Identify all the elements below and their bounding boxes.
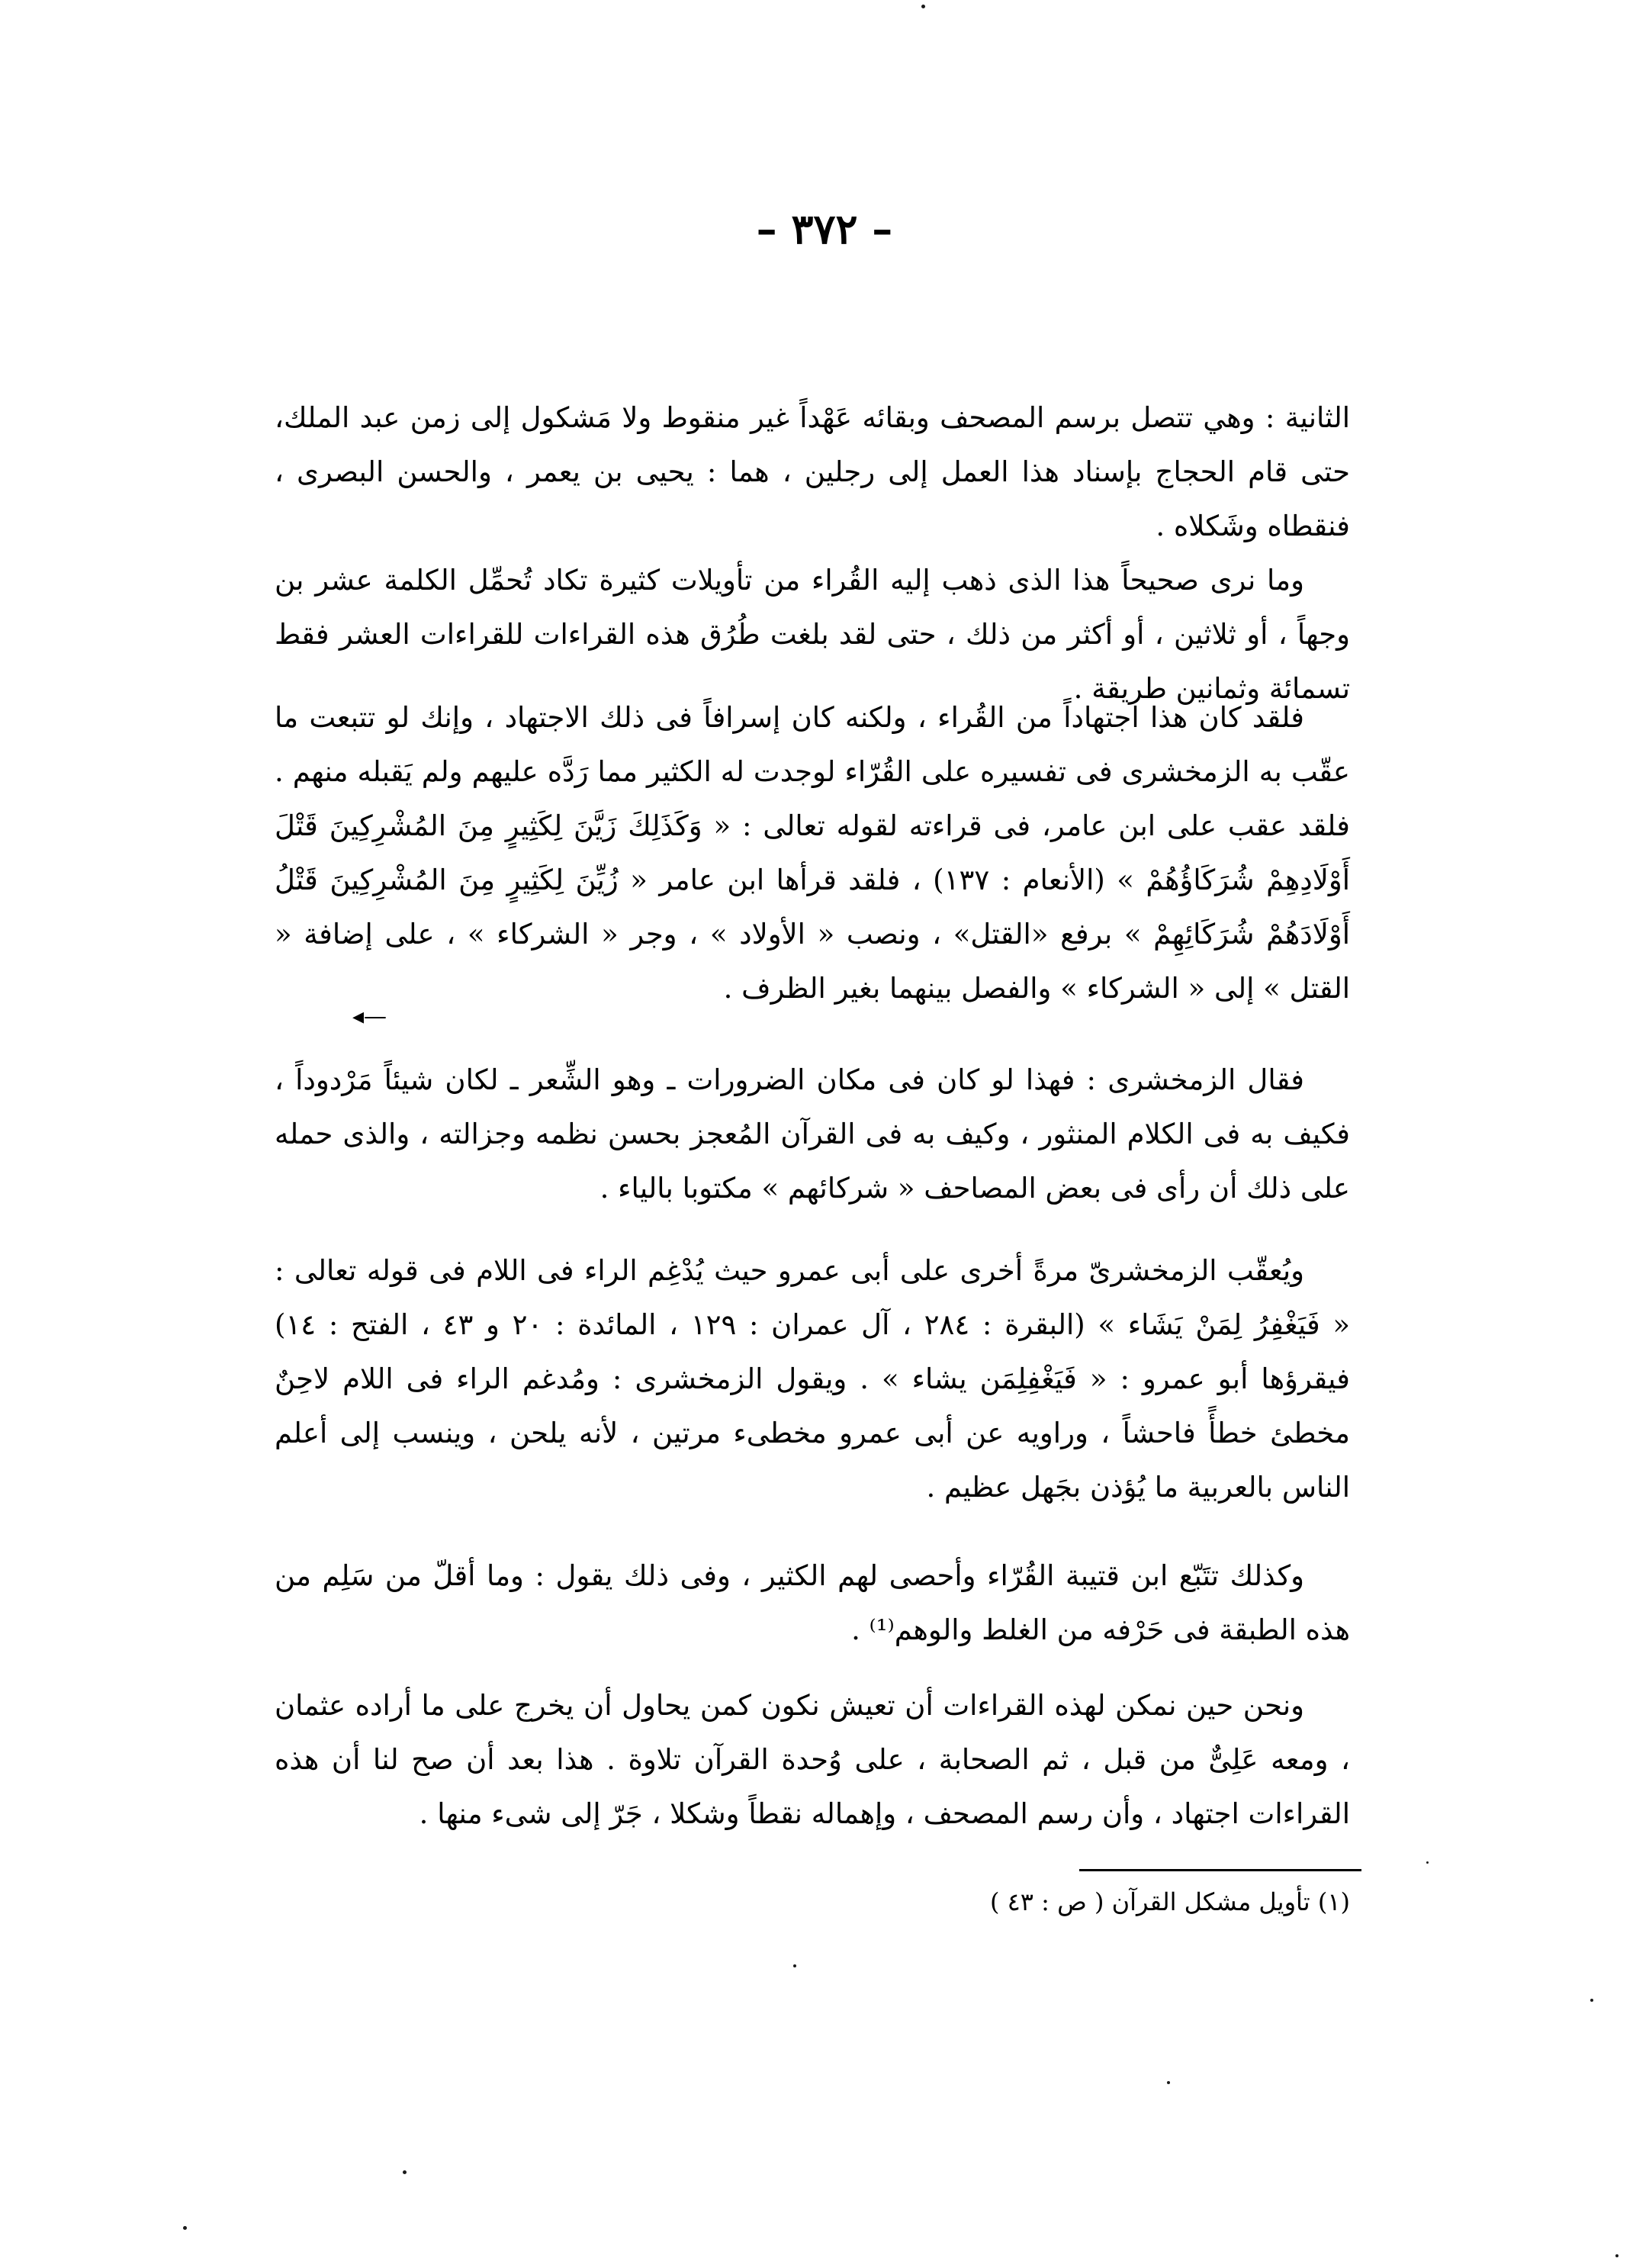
footnote-divider — [1079, 1869, 1361, 1871]
scan-speck — [403, 2170, 407, 2174]
paragraph-3: فلقد كان هذا اجتهاداً من القُراء ، ولكنه كان إسرافاً فى ذلك الاجتهاد ، وإنك لو تتبعت ما عقّب به الزمخشرى فى تفسيره على القُرّاء لوجدت له الكثير مما رَدَّه عليهم ولم يَقبله منهم . فلقد عقب على ابن عامر، فى قراءته لقوله تعالى : « وَكَذَلِكَ زَيَّنَ لِكَثِيرٍ مِنَ المُشْرِكِينَ قَتْلَ أَوْلَادِهِمْ شُرَكَاؤُهُمْ » (الأنعام : ١٣٧) ، فلقد قرأها ابن عامر « زُيِّنَ لِكَثِيرٍ مِنَ المُشْرِكِينَ قَتْلُ أَوْلَادَهُمْ شُرَكَائِهِمْ » برفع «القتل» ، ونصب « الأولاد » ، وجر « الشركاء » ، على إضافة « القتل » إلى « الشركاء » والفصل بينهما بغير الظرف . — [275, 701, 1350, 1005]
scan-speck — [183, 2226, 187, 2230]
scan-speck — [1167, 2081, 1170, 2084]
page-number: – ٣٧٢ – — [756, 204, 893, 253]
body-text-section-5 — [275, 1549, 1350, 1657]
scan-speck — [1426, 1861, 1429, 1864]
paragraph-7: ونحن حين نمكن لهذه القراءات أن تعيش نكون كمن يحاول أن يخرج على ما أراده عثمان ، ومعه عَلِىٌّ من قبل ، ثم الصحابة ، على وُحدة القرآن تلاوة . هذا بعد أن صح لنا أن هذه القراءات اجتهاد ، وأن رسم المصحف ، وإهماله نقطاً وشكلا ، جَرّ إلى شىء منها . — [275, 1689, 1350, 1830]
scan-speck — [1590, 1999, 1593, 2002]
footnote: (١) تأويل مشكل القرآن ( ص : ٤٣ ) — [989, 1887, 1350, 1916]
paragraph-block-1 — [275, 391, 1350, 716]
scan-speck — [793, 1964, 796, 1967]
scan-speck — [1615, 2254, 1618, 2257]
paragraph-6: وكذلك تتَبّع ابن قتيبة القُرّاء وأحصى لهم الكثير ، وفى ذلك يقول : وما أقلّ من سَلِم من هذه الطبقة فى حَرْفه من الغلط والوهم⁽¹⁾ . — [275, 1559, 1350, 1646]
paragraph-1: الثانية : وهي تتصل برسم المصحف وبقائه عَهْداً غير منقوط ولا مَشكول إلى زمن عبد الملك، حتى قام الحجاج بإسناد هذا العمل إلى رجلين ، هما : يحيى بن يعمر ، والحسن البصرى ، فنقطاه وشَكلاه . — [275, 401, 1350, 542]
body-text-section-2 — [275, 690, 1350, 1015]
body-text-section-6 — [275, 1678, 1350, 1841]
scan-speck — [921, 5, 925, 8]
body-text — [275, 391, 1350, 723]
paragraph-5: ويُعقّب الزمخشرىّ مرةً أخرى على أبى عمرو حيث يُدْغِم الراء فى اللام فى قوله تعالى : « فَيَغْفِرُ لِمَنْ يَشَاء » (البقرة : ٢٨٤ ، آل عمران : ١٢٩ ، المائدة : ٢٠ و ٤٣ ، الفتح : ١٤) فيقرؤها أبو عمرو : « فَيَغْفِلِمَن يشاء » . ويقول الزمخشرى : ومُدغم الراء فى اللام لاحِنٌ مخطئ خطأً فاحشاً ، وراويه عن أبى عمرو مخطىء مرتين ، لأنه يلحن ، وينسب إلى أعلم الناس بالعربية ما يُؤذن بجَهل عظيم . — [275, 1254, 1351, 1504]
body-text-section-4 — [275, 1243, 1350, 1514]
paragraph-4: فقال الزمخشرى : فهذا لو كان فى مكان الضرورات ـ وهو الشِّعر ـ لكان شيئاً مَرْدوداً ، فكيف به فى الكلام المنثور ، وكيف به فى القرآن المُعجز بحسن نظمه وجزالته ، والذى حمله على ذلك أن رأى فى بعض المصاحف « شركائهم » مكتوبا بالياء . — [275, 1063, 1350, 1205]
scan-mark-icon: ◂— — [352, 1003, 387, 1030]
paragraph-2: وما نرى صحيحاً هذا الذى ذهب إليه القُراء من تأويلات كثيرة تكاد تُحمِّل الكلمة عشر بن وجهاً ، أو ثلاثين ، أو أكثر من ذلك ، حتى لقد بلغت طُرُق هذه القراءات للقراءات العشر فقط تسمائة وثمانين طريقة . — [275, 564, 1350, 705]
body-text-section-3 — [275, 1053, 1350, 1215]
